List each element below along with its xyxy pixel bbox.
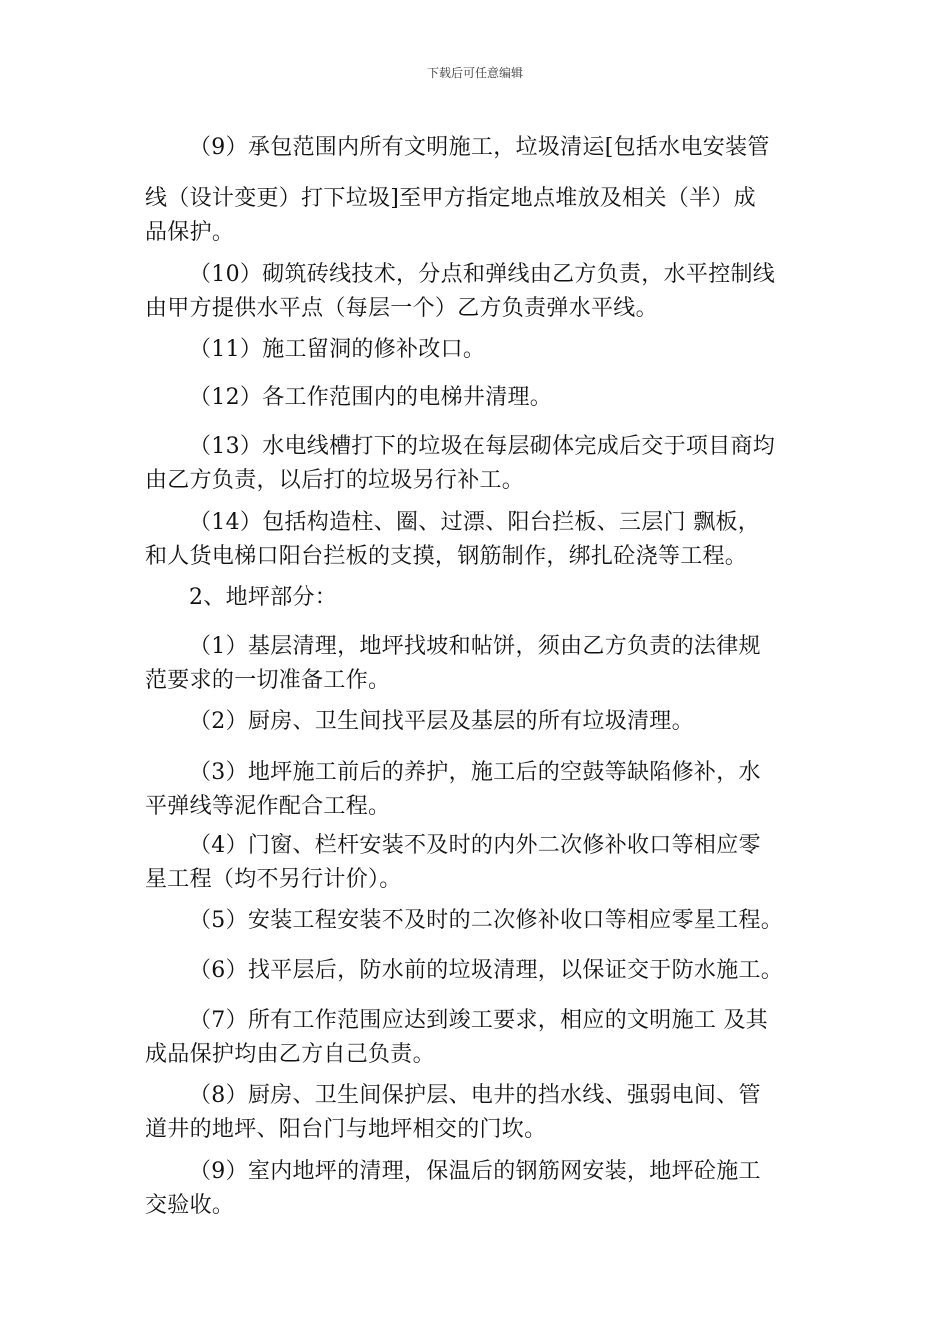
paragraph <box>145 1155 821 1223</box>
text-line: （2）厨房、卫生间找平层及基层的所有垃圾清理。 <box>189 709 694 734</box>
paragraph <box>145 381 821 415</box>
page-header: 下载后可任意编辑 <box>426 66 523 80</box>
text-line: 线（设计变更）打下垃圾]至甲方指定地点堆放及相关（半）成 <box>145 186 756 211</box>
paragraph <box>145 430 821 498</box>
text-line: （1）基层清理，地坪找坡和帖饼，须由乙方负责的法律规 <box>189 634 761 659</box>
text-line: （14）包括构造柱、圈、过漂、阳台拦板、三层门 飘板， <box>189 510 761 535</box>
paragraph <box>145 1004 821 1072</box>
text-line: 星工程（均不另行计价）。 <box>145 867 402 892</box>
text-line: （10）砌筑砖线技术，分点和弹线由乙方负责，水平控制线 <box>189 262 776 287</box>
text-line: 由甲方提供水平点（每层一个）乙方负责弹水平线。 <box>145 296 658 321</box>
text-line: （12）各工作范围内的电梯井清理。 <box>189 385 553 410</box>
text-line: （6）找平层后，防水前的垃圾清理，以保证交于防水施工。 <box>189 958 784 983</box>
text-line: （9）承包范围内所有文明施工，垃圾清运[包括水电安装管 <box>189 135 770 160</box>
paragraph <box>145 258 821 326</box>
text-line: （5）安装工程安装不及时的二次修补收口等相应零星工程。 <box>189 908 784 933</box>
paragraph <box>145 829 821 897</box>
paragraph <box>145 954 821 988</box>
text-line: 交验收。 <box>145 1193 235 1218</box>
text-line: 品保护。 <box>145 220 235 245</box>
section-heading <box>145 581 821 615</box>
text-line: （4）门窗、栏杆安装不及时的内外二次修补收口等相应零 <box>189 833 761 858</box>
text-line: 成品保护均由乙方自己负责。 <box>145 1042 435 1067</box>
paragraph <box>145 705 821 739</box>
text-line: 平弹线等泥作配合工程。 <box>145 794 391 819</box>
paragraph <box>145 131 821 165</box>
text-line: 范要求的一切准备工作。 <box>145 668 391 693</box>
text-line: 道井的地坪、阳台门与地坪相交的门坎。 <box>145 1117 547 1142</box>
text-line: （3）地坪施工前后的养护，施工后的空鼓等缺陷修补，水 <box>189 760 761 785</box>
text-line: 2、地坪部分： <box>189 585 338 610</box>
paragraph <box>145 182 821 250</box>
paragraph <box>145 506 821 574</box>
paragraph <box>145 333 821 367</box>
text-line: （11）施工留洞的修补改口。 <box>189 337 486 362</box>
text-line: （9）室内地坪的清理，保温后的钢筋网安装，地坪砼施工 <box>189 1159 761 1184</box>
text-line: 和人货电梯口阳台拦板的支摸，钢筋制作，绑扎砼浇等工程。 <box>145 544 748 569</box>
text-line: 由乙方负责，以后打的垃圾另行补工。 <box>145 468 525 493</box>
paragraph <box>145 1079 821 1147</box>
text-line: （7）所有工作范围应达到竣工要求，相应的文明施工 及其 <box>189 1008 769 1033</box>
text-line: （13）水电线槽打下的垃圾在每层砌体完成后交于项目商均 <box>189 434 776 459</box>
paragraph <box>145 904 821 938</box>
paragraph <box>145 756 821 824</box>
text-line: （8）厨房、卫生间保护层、电井的挡水线、强弱电间、管 <box>189 1083 761 1108</box>
paragraph <box>145 630 821 698</box>
